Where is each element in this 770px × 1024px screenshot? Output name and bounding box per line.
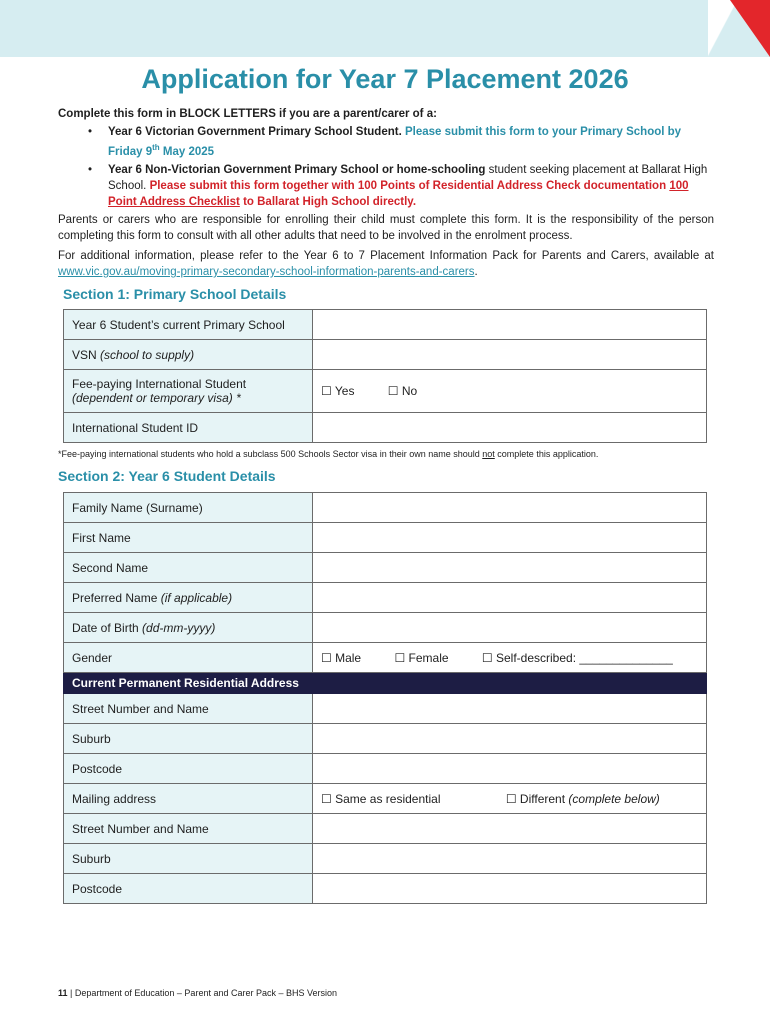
table-row	[64, 413, 707, 443]
school-input[interactable]	[313, 310, 707, 340]
postcode-input[interactable]	[313, 754, 707, 784]
bullet-icon: •	[88, 163, 93, 176]
first-name-input[interactable]	[313, 523, 707, 553]
gender-female-checkbox[interactable]: ☐ Female	[394, 650, 449, 665]
street-input[interactable]	[313, 694, 707, 724]
table-row	[64, 553, 707, 583]
postcode-label: Postcode	[64, 754, 313, 784]
visa-footnote: *Fee-paying international students who hold a subclass 500 Schools Sector visa in their own name should not complete this application.	[58, 449, 599, 459]
table-row	[64, 694, 707, 724]
table-row	[64, 340, 707, 370]
intro-text: Complete this form in BLOCK LETTERS if you are a parent/carer of a:	[58, 108, 437, 120]
family-name-label: Family Name (Surname)	[64, 493, 313, 523]
first-name-label: First Name	[64, 523, 313, 553]
street-label: Street Number and Name	[64, 694, 313, 724]
table-row	[64, 643, 707, 673]
second-name-label: Second Name	[64, 553, 313, 583]
primary-school-table	[63, 309, 707, 443]
header-red-triangle	[730, 0, 770, 57]
student-details-table	[63, 492, 707, 904]
second-name-input[interactable]	[313, 553, 707, 583]
table-row	[64, 370, 707, 413]
table-row	[64, 310, 707, 340]
vsn-label: VSN (school to supply)	[64, 340, 313, 370]
suburb-label: Suburb	[64, 724, 313, 754]
section1-title: Section 1: Primary School Details	[63, 286, 287, 302]
vsn-input[interactable]	[313, 340, 707, 370]
school-label: Year 6 Student’s current Primary School	[64, 310, 313, 340]
responsibility-paragraph: Parents or carers who are responsible for enrolling their child must complete this form. It is the responsibility of the person completing this form to consult with all other adults that need to be involved in the enrolment process.	[58, 214, 714, 242]
header-band	[0, 0, 770, 57]
page-footer: 11 | Department of Education – Parent and Carer Pack – BHS Version	[58, 988, 338, 998]
gender-options	[313, 643, 707, 673]
mailing-label: Mailing address	[64, 784, 313, 814]
eligibility-list	[58, 124, 714, 212]
intl-id-label: International Student ID	[64, 413, 313, 443]
mailing-street-input[interactable]	[313, 814, 707, 844]
preferred-name-input[interactable]	[313, 583, 707, 613]
mailing-suburb-label: Suburb	[64, 844, 313, 874]
mailing-postcode-input[interactable]	[313, 874, 707, 904]
fee-yes-checkbox[interactable]: ☐ Yes	[321, 384, 355, 398]
table-row	[64, 784, 707, 814]
info-pack-link[interactable]: www.vic.gov.au/moving-primary-secondary-school-information-parents-and-carers	[58, 266, 475, 278]
table-row	[64, 814, 707, 844]
section2-title: Section 2: Year 6 Student Details	[58, 468, 276, 484]
intl-id-input[interactable]	[313, 413, 707, 443]
page-number: 11	[58, 988, 68, 998]
gender-self-described-checkbox[interactable]: ☐ Self-described: ______________	[481, 650, 673, 665]
suburb-input[interactable]	[313, 724, 707, 754]
mailing-postcode-label: Postcode	[64, 874, 313, 904]
address-checklist-link[interactable]: 100 Point Address Checklist	[108, 179, 689, 208]
table-row	[64, 493, 707, 523]
table-row	[64, 844, 707, 874]
fee-paying-label: Fee-paying International Student (dependent or temporary visa) *	[64, 370, 313, 413]
dob-input[interactable]	[313, 613, 707, 643]
address-header: Current Permanent Residential Address	[64, 673, 707, 694]
table-row	[64, 523, 707, 553]
page-title: Application for Year 7 Placement 2026	[141, 64, 629, 94]
gender-male-checkbox[interactable]: ☐ Male	[321, 650, 362, 665]
family-name-input[interactable]	[313, 493, 707, 523]
table-row	[64, 754, 707, 784]
mailing-options	[313, 784, 707, 814]
mailing-suburb-input[interactable]	[313, 844, 707, 874]
mailing-street-label: Street Number and Name	[64, 814, 313, 844]
info-paragraph: For additional information, please refer to the Year 6 to 7 Placement Information Pack for Parents and Carers, available at www.vic.gov.au/moving-primary-secondary-school-information-parents-and-carers.	[58, 250, 714, 278]
fee-no-checkbox[interactable]: ☐ No	[387, 384, 418, 398]
dob-label: Date of Birth (dd-mm-yyyy)	[64, 613, 313, 643]
table-row	[64, 874, 707, 904]
fee-paying-options	[313, 370, 707, 413]
table-row	[64, 724, 707, 754]
table-row	[64, 613, 707, 643]
mailing-same-checkbox[interactable]: ☐ Same as residential	[321, 791, 441, 806]
table-row	[64, 583, 707, 613]
table-row	[64, 673, 707, 694]
list-item: • Year 6 Non-Victorian Government Primary School or home-schooling student seeking placement at Ballarat High School. Please submit this form together with 100 Points of Residential Address Check documentation 100 Point Address Checklist to Ballarat High School directly.	[88, 163, 708, 208]
preferred-name-label: Preferred Name (if applicable)	[64, 583, 313, 613]
mailing-different-checkbox[interactable]: ☐ Different (complete below)	[505, 791, 660, 806]
gender-label: Gender	[64, 643, 313, 673]
bullet-icon: •	[88, 126, 93, 138]
list-item: • Year 6 Victorian Government Primary School Student. Please submit this form to your Primary School by Friday 9th May 2025	[88, 126, 682, 158]
